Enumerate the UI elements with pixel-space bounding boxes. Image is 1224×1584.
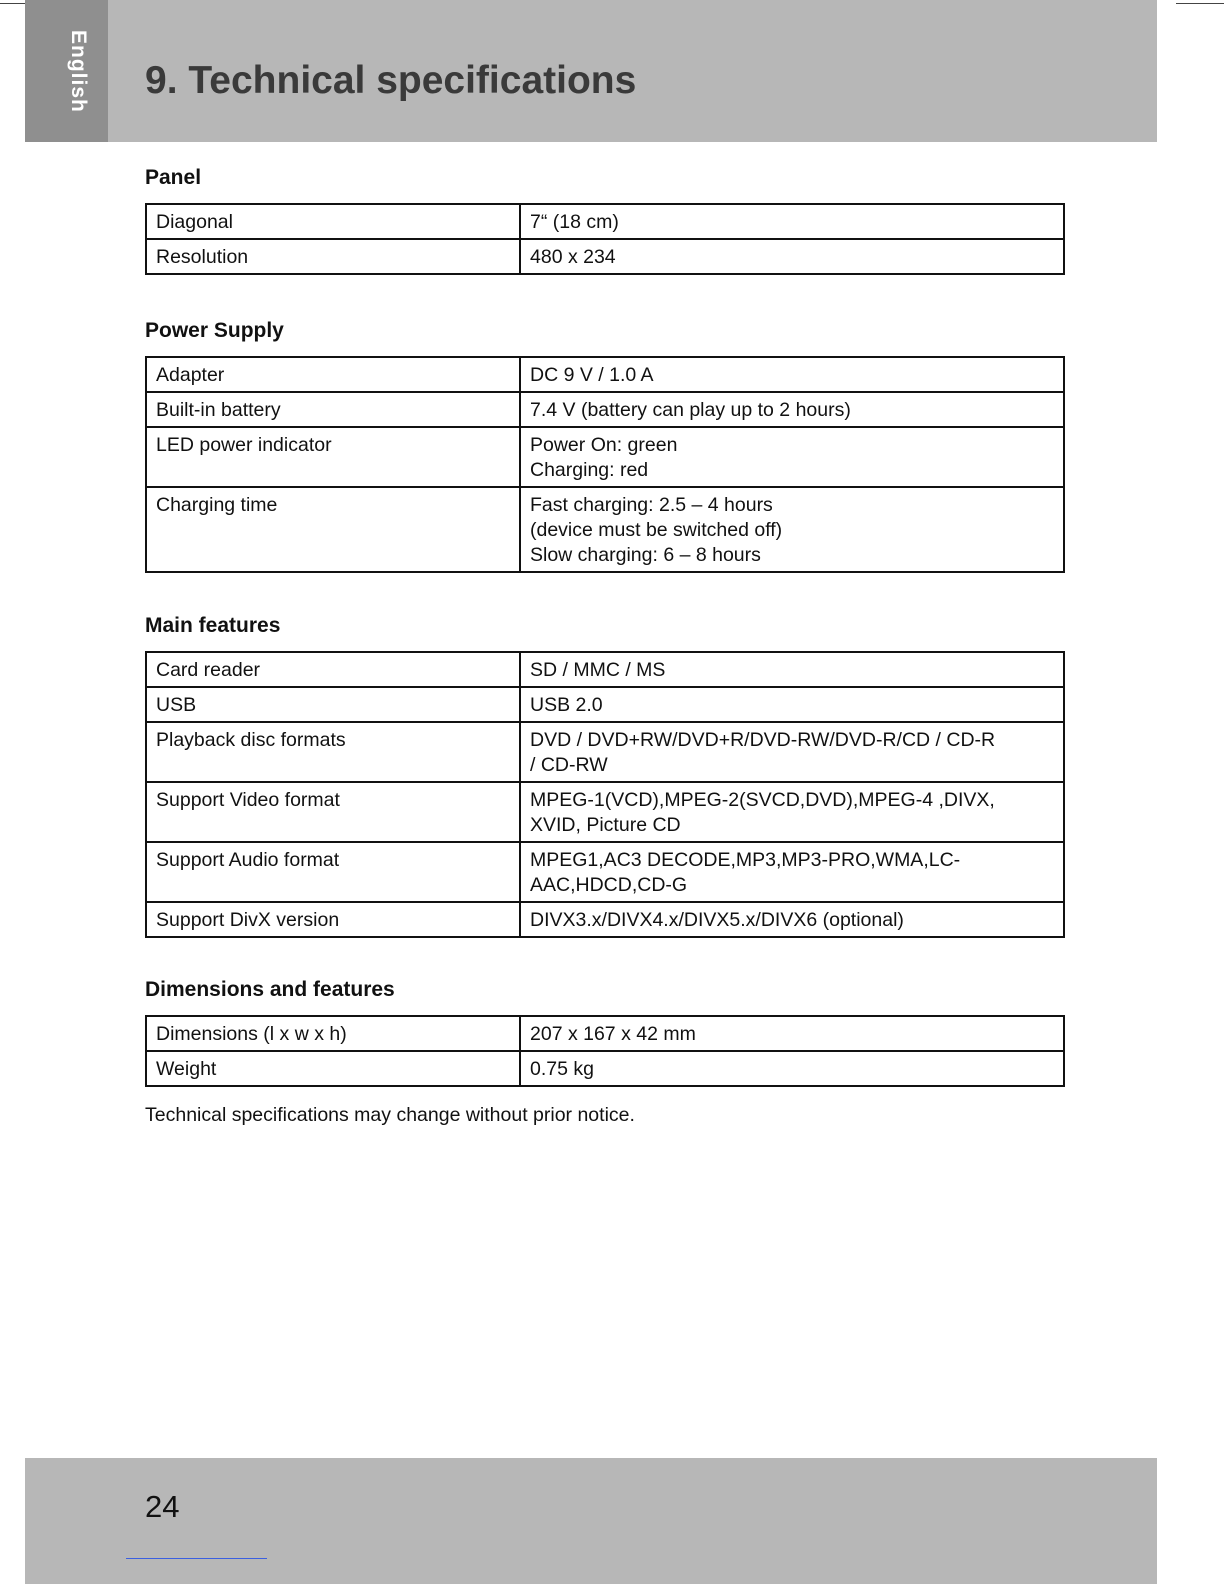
language-label: English — [67, 30, 90, 113]
spec-key: Charging time — [146, 487, 520, 572]
table-row — [146, 652, 1064, 687]
spec-value: DIVX3.x/DIVX4.x/DIVX5.x/DIVX6 (optional) — [520, 902, 1064, 937]
spec-key: Diagonal — [146, 204, 520, 239]
spec-value: Power On: green Charging: red — [520, 427, 1064, 487]
disclaimer-note: Technical specifications may change without prior notice. — [145, 1104, 635, 1126]
section-heading: Panel — [145, 166, 202, 189]
table-row — [146, 902, 1064, 937]
table-row — [146, 1051, 1064, 1086]
spec-table-dimensions — [145, 1015, 1065, 1087]
spec-value: MPEG1,AC3 DECODE,MP3,MP3-PRO,WMA,LC- AAC,HDCD,CD-G — [520, 842, 1064, 902]
spec-key: Support Video format — [146, 782, 520, 842]
footer-link-underline — [126, 1558, 267, 1559]
table-row — [146, 722, 1064, 782]
table-row — [146, 487, 1064, 572]
section-heading: Dimensions and features — [145, 978, 395, 1001]
spec-key: Adapter — [146, 357, 520, 392]
spec-key: USB — [146, 687, 520, 722]
spec-key: LED power indicator — [146, 427, 520, 487]
section-heading: Power Supply — [145, 319, 284, 342]
table-row — [146, 427, 1064, 487]
spec-key: Playback disc formats — [146, 722, 520, 782]
spec-key: Card reader — [146, 652, 520, 687]
table-row — [146, 204, 1064, 239]
spec-key: Support DivX version — [146, 902, 520, 937]
spec-key: Dimensions (l x w x h) — [146, 1016, 520, 1051]
table-row — [146, 782, 1064, 842]
spec-value: MPEG-1(VCD),MPEG-2(SVCD,DVD),MPEG-4 ,DIVX, XVID, Picture CD — [520, 782, 1064, 842]
spec-value: USB 2.0 — [520, 687, 1064, 722]
section-panel — [145, 165, 1065, 275]
page-title: 9. Technical specifications — [145, 59, 637, 102]
spec-value: 207 x 167 x 42 mm — [520, 1016, 1064, 1051]
section-dimensions — [145, 977, 1065, 1087]
footer-band — [25, 1458, 1157, 1584]
page-number: 24 — [145, 1489, 180, 1524]
spec-key: Built-in battery — [146, 392, 520, 427]
table-row — [146, 1016, 1064, 1051]
section-power-supply — [145, 318, 1065, 573]
spec-key: Weight — [146, 1051, 520, 1086]
table-row — [146, 392, 1064, 427]
spec-value: DC 9 V / 1.0 A — [520, 357, 1064, 392]
section-main-features — [145, 613, 1065, 938]
spec-value: 0.75 kg — [520, 1051, 1064, 1086]
spec-key: Support Audio format — [146, 842, 520, 902]
spec-value: DVD / DVD+RW/DVD+R/DVD-RW/DVD-R/CD / CD-R / CD-RW — [520, 722, 1064, 782]
table-row — [146, 239, 1064, 274]
spec-value: 480 x 234 — [520, 239, 1064, 274]
spec-table-main-features — [145, 651, 1065, 938]
table-row — [146, 842, 1064, 902]
table-row — [146, 357, 1064, 392]
spec-value: 7.4 V (battery can play up to 2 hours) — [520, 392, 1064, 427]
spec-table-power — [145, 356, 1065, 573]
spec-table-panel — [145, 203, 1065, 275]
spec-value: Fast charging: 2.5 – 4 hours (device must be switched off) Slow charging: 6 – 8 hours — [520, 487, 1064, 572]
table-row — [146, 687, 1064, 722]
section-heading: Main features — [145, 614, 281, 637]
spec-key: Resolution — [146, 239, 520, 274]
spec-value: 7“ (18 cm) — [520, 204, 1064, 239]
spec-value: SD / MMC / MS — [520, 652, 1064, 687]
crop-mark-right — [1176, 3, 1224, 4]
